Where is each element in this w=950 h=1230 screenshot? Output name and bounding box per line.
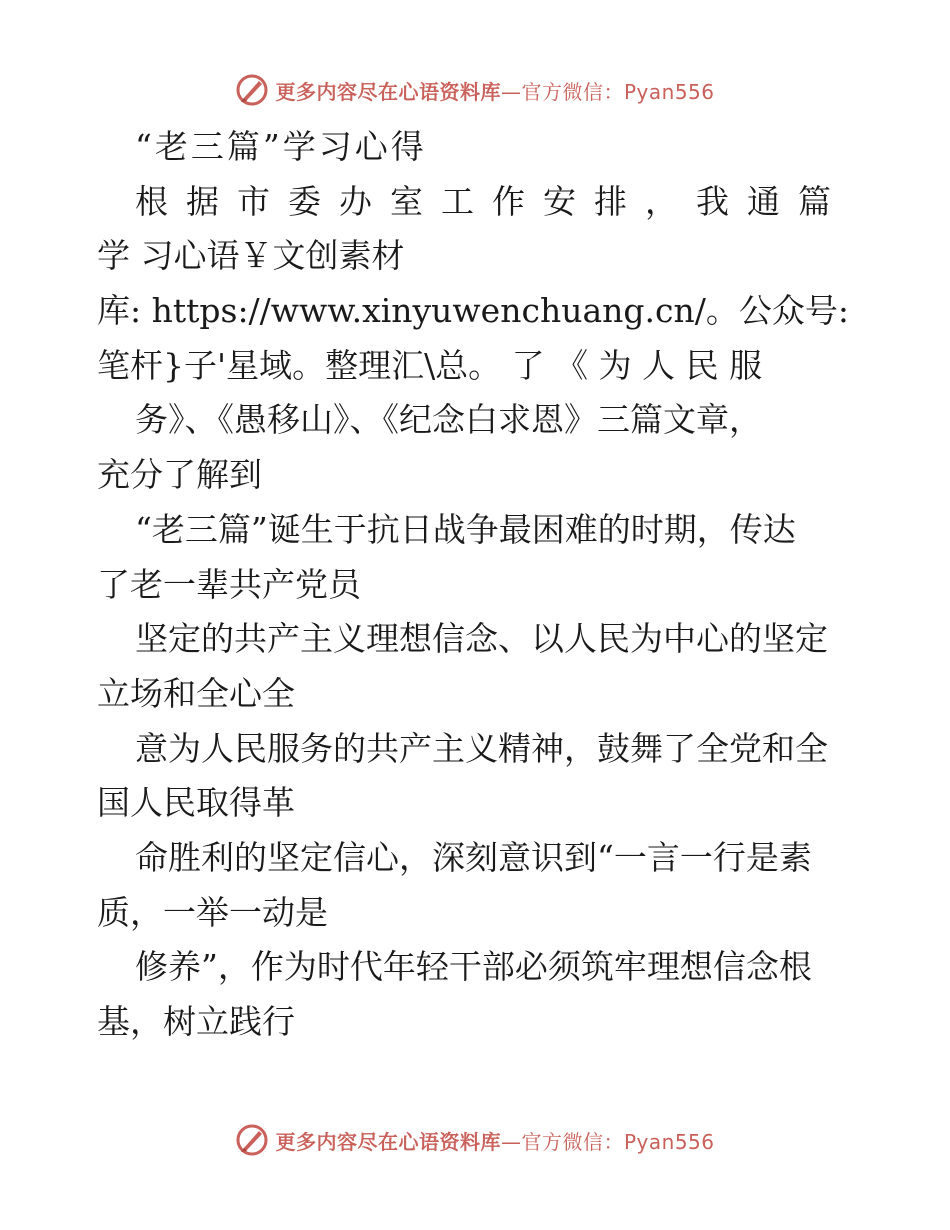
banner-main-text: 更多内容尽在心语资料库 (275, 1129, 501, 1154)
text-line: 笔杆}子'星域。整理汇\总。 了 《 为 人 民 服 (97, 345, 763, 385)
banner-text (275, 1126, 714, 1155)
text-line: 根据市委办室工作安排，我通篇 (135, 181, 849, 221)
text-line: 修养”，作为时代年轻干部必须筑牢理想信念根 (135, 947, 812, 987)
text-line: 充分了解到 (97, 455, 262, 495)
header-banner (0, 70, 950, 110)
text-line: 基，树立践行 (97, 1002, 295, 1041)
document-title: “老三篇”学习心得 (135, 127, 427, 166)
banner-separator-text: —官方微信： (500, 1129, 624, 1154)
text-line: 坚定的共产主义理想信念、以人民为中心的坚定 (135, 619, 828, 659)
banner-wechat-id: Pyan556 (623, 1129, 715, 1154)
text-line: 学 习心语￥文创素材 (97, 236, 405, 276)
text-line: 了老一辈共产党员 (97, 564, 361, 604)
text-line: 国人民取得革 (97, 783, 295, 823)
text-line: 务》、《愚移山》、《纪念白求恩》三篇文章， (135, 400, 762, 440)
footer-banner (0, 1120, 950, 1160)
text-line: 意为人民服务的共产主义精神，鼓舞了全党和全 (135, 728, 828, 768)
quill-pen-logo-icon (235, 1123, 269, 1157)
text-line: 质，一举一动是 (97, 892, 328, 932)
banner-separator-text: —官方微信： (500, 79, 624, 104)
quill-pen-logo-icon (235, 73, 269, 107)
text-line: 命胜利的坚定信心，深刻意识到“一言一行是素 (135, 837, 812, 877)
document-body (97, 120, 857, 1050)
banner-text (275, 76, 714, 105)
banner-wechat-id: Pyan556 (623, 79, 715, 104)
banner-main-text: 更多内容尽在心语资料库 (275, 79, 501, 104)
text-line: 立场和全心全 (97, 673, 295, 713)
text-line: “老三篇”诞生于抗日战争最困难的时期，传达 (135, 509, 796, 549)
text-line: 库: https://www.xinyuwenchuang.cn/。公众号: (97, 291, 849, 331)
